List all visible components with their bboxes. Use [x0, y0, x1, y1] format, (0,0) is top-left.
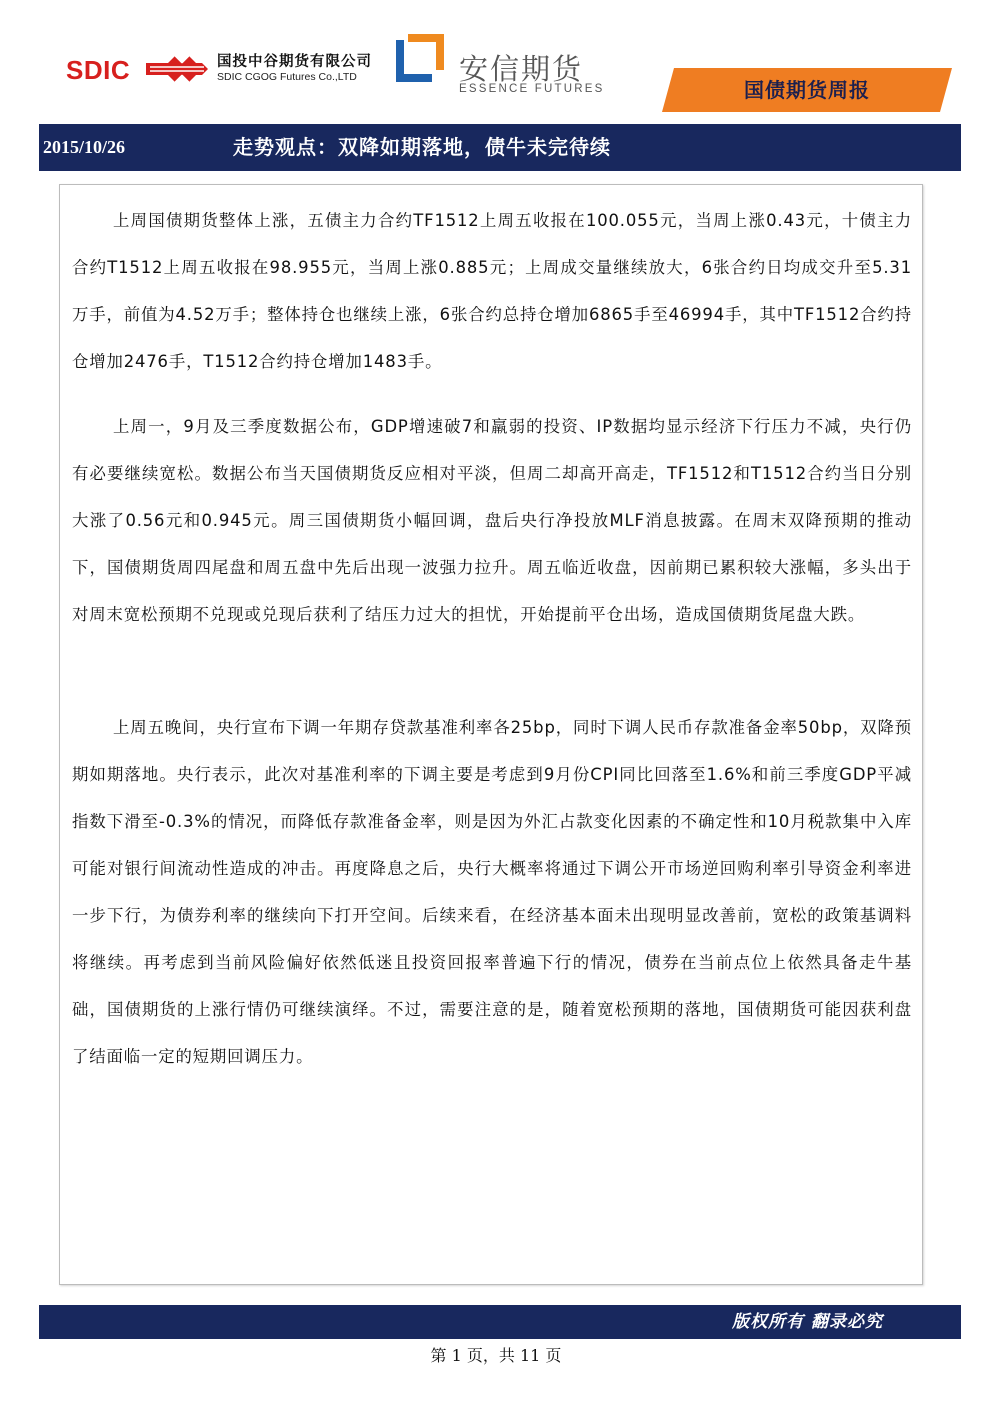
copyright-notice: 版权所有 翻录必究: [732, 1312, 883, 1332]
header-logos: [66, 38, 605, 108]
body-paragraph: 上周一，9月及三季度数据公布，GDP增速破7和羸弱的投资、IP数据均显示经济下行压力不减，央行仍有必要继续宽松。数据公布当天国债期货反应相对平淡，但周二却高开高走，TF1512和T1512合约当日分别大涨了0.56元和0.945元。周三国债期货小幅回调，盘后央行净投放MLF消息披露。在周末双降预期的推动下，国债期货周四尾盘和周五盘中先后出现一波强力拉升。周五临近收盘，因前期已累积较大涨幅，多头出于对周末宽松预期不兑现或兑现后获利了结压力过大的担忧，开始提前平仓出场，造成国债期货尾盘大跌。: [72, 417, 912, 624]
company-name-cn: 国投中谷期货有限公司: [217, 54, 372, 70]
company-name-en: SDIC CGOG Futures Co.,LTD: [217, 71, 357, 83]
page-indicator: 第 1 页，共 11 页: [430, 1346, 562, 1365]
report-headline: 走势观点：双降如期落地，债牛未完待续: [233, 135, 611, 159]
essence-name-cn: 安信期货: [459, 52, 584, 86]
body-paragraph: 上周五晚间，央行宣布下调一年期存贷款基准利率各25bp，同时下调人民币存款准备金率50bp，双降预期如期落地。央行表示，此次对基准利率的下调主要是考虑到9月份CPI同比回落至1.6%和前三季度GDP平减指数下滑至-0.3%的情况，而降低存款准备金率，则是因为外汇占款变化因素的不确定性和10月税款集中入库可能对银行间流动性造成的冲击。再度降息之后，央行大概率将通过下调公开市场逆回购利率引导资金利率进一步下行，为债券利率的继续向下打开空间。后续来看，在经济基本面未出现明显改善前，宽松的政策基调料将继续。再考虑到当前风险偏好依然低迷且投资回报率普遍下行的情况，债券在当前点位上依然具备走牛基础，国债期货的上涨行情仍可继续演绎。不过，需要注意的是，随着宽松预期的落地，国债期货可能因获利盘了结面临一定的短期回调压力。: [72, 718, 912, 1066]
sdic-logo-icon: [146, 52, 208, 86]
essence-logo-icon: [396, 34, 446, 84]
sdic-logo-text: SDIC: [66, 55, 131, 85]
report-type-label: 国债期货周报: [744, 78, 870, 102]
footer-bar: [39, 1305, 961, 1339]
body-paragraph: 上周国债期货整体上涨，五债主力合约TF1512上周五收报在100.055元，当周上涨0.43元，十债主力合约T1512上周五收报在98.955元，当周上涨0.885元；上周成交量继续放大，6张合约日均成交升至5.31万手，前值为4.52万手；整体持仓也继续上涨，6张合约总持仓增加6865手至46994手，其中TF1512合约持仓增加2476手，T1512合约持仓增加1483手。: [72, 211, 912, 371]
essence-name-en: ESSENCE FUTURES: [459, 83, 605, 95]
title-bar: [39, 124, 961, 171]
report-date: 2015/10/26: [43, 137, 126, 157]
report-type-tag: [662, 68, 952, 112]
content-box: [59, 184, 923, 1285]
